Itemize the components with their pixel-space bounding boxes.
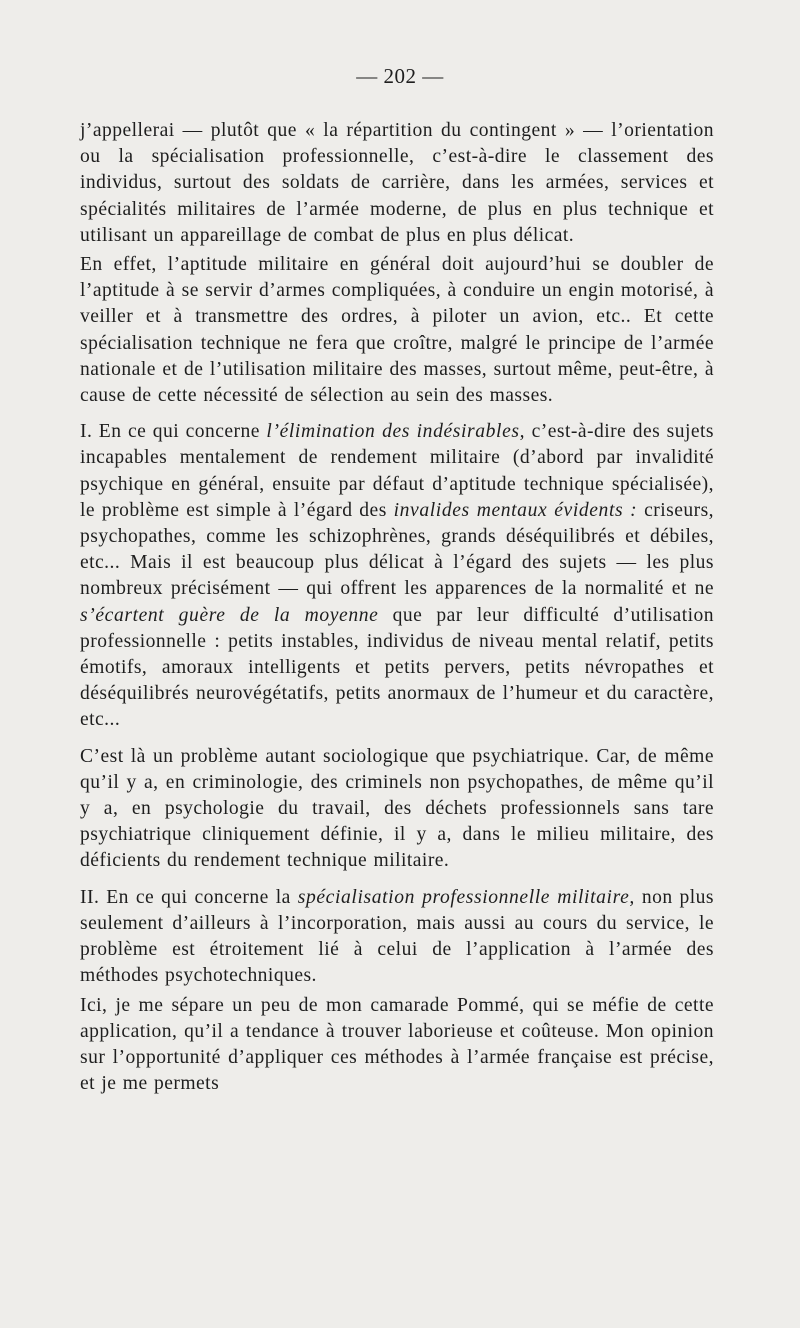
paragraph-4 — [80, 744, 714, 875]
paragraph-1 — [80, 118, 714, 249]
paragraph-6 — [80, 993, 714, 1098]
paragraph-text: I. En ce qui concerne — [80, 421, 267, 443]
paragraph-text: criseurs, psychopathes, comme les schizophrènes, grands déséquilibrés et débiles, etc... Mais il est beaucoup plus délicat à l’égard des sujets — les plus nombreux précisément — qui offrent les apparences de la normalité et ne — [80, 499, 715, 600]
paragraph-3 — [80, 419, 714, 733]
paragraph-text: Ici, je me sépare un peu de mon camarade Pommé, qui se méfie de cette application, qu’il a tendance à trouver laborieuse et coûteuse. Mon opinion sur l’opportunité d’appliquer ces méthodes à l’armée française est précise, et je me permets — [80, 994, 714, 1095]
page-number: — 202 — — [356, 64, 444, 88]
paragraph-text: C’est là un problème autant sociologique que psychiatrique. Car, de même qu’il y a, en criminologie, des criminels non psychopathes, de même qu’il y a, en psychologie du travail, des déchets professionnels sans tare psychiatrique cliniquement définie, il y a, dans le milieu militaire, des déficients du rendement technique militaire. — [80, 745, 714, 872]
paragraph-text: II. En ce qui concerne la — [80, 886, 298, 908]
emphasis-text: invalides mentaux évidents : — [393, 499, 638, 521]
paragraph-text: que par leur difficulté d’utilisation professionnelle : petits instables, individus de niveau mental relatif, petits émotifs, amoraux intelligents et petits pervers, petits névropathes et déséquilibrés neurovégétatifs, petits anormaux de l’humeur et du caractère, etc... — [80, 604, 714, 731]
paragraph-text: c’est-à-dire des sujets incapables mentalement de rendement militaire (d’abord par invalidité psychique en général, ensuite par défaut d’aptitude technique spécialisée), le problème est simple à l’égard des — [80, 421, 714, 521]
paragraph-text: non plus seulement d’ailleurs à l’incorporation, mais aussi au cours du service, le problème est étroitement lié à celui de l’application à l’armée des méthodes psychotechniques. — [80, 886, 714, 987]
emphasis-text: s’écartent guère de la moyenne — [80, 604, 379, 626]
paragraph-5 — [80, 885, 714, 990]
paragraph-text: En effet, l’aptitude militaire en général doit aujourd’hui se doubler de l’aptitude à se servir d’armes compliquées, à conduire un engin motorisé, à veiller et à transmettre des ordres, à piloter un avion, etc.. Et cette spécialisation technique ne fera que croître, malgré le principe de l’armée nationale et de l’utilisation militaire des masses, surtout même, peut-être, à cause de cette nécessité de sélection au sein des masses. — [80, 254, 714, 407]
emphasis-text: l’élimination des indésirables, — [266, 421, 526, 443]
paragraph-2 — [80, 252, 714, 409]
emphasis-text: spécialisation professionnelle militaire, — [297, 886, 635, 908]
paragraph-text: j’appellerai — plutôt que « la répartition du contingent » — l’orientation ou la spécialisation professionnelle, c’est-à-dire le classement des individus, surtout des soldats de carrière, dans les armées, services et spécialités militaires de l’armée moderne, de plus en plus technique et utilisant un appareillage de combat de plus en plus délicat. — [80, 120, 714, 246]
body-text — [80, 118, 714, 1097]
